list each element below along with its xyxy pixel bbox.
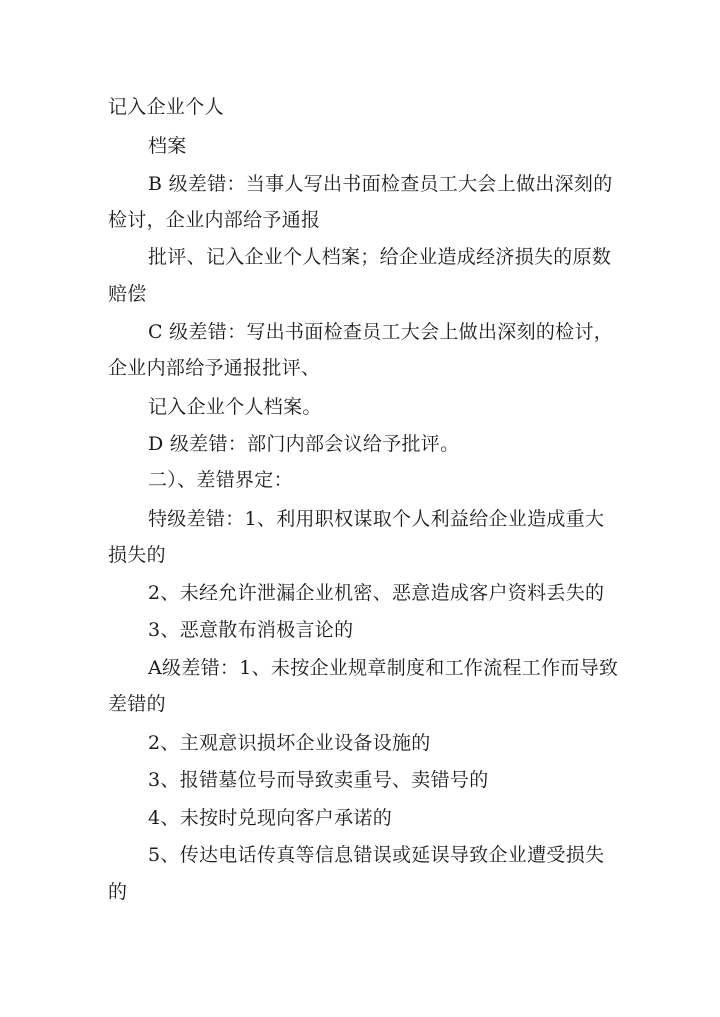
text-line: 企业内部给予通报批评、: [108, 357, 321, 379]
text-line: 3、恶意散布消极言论的: [148, 619, 354, 641]
text-line: 3、报错墓位号而导致卖重号、卖错号的: [148, 769, 489, 791]
text-line: 5、传达电话传真等信息错误或延误导致企业遭受损失: [148, 844, 605, 866]
text-line: 的: [108, 881, 128, 903]
text-line: 4、未按时兑现向客户承诺的: [148, 807, 392, 829]
text-line: D 级差错：部门内部会议给予批评。: [148, 433, 460, 455]
text-line: 2、未经允许泄漏企业机密、恶意造成客户资料丢失的: [148, 582, 605, 604]
text-line: 赔偿: [108, 283, 147, 305]
text-line: 差错的: [108, 693, 166, 715]
text-line: 二）、差错界定：: [148, 469, 293, 491]
text-line: 记入企业个人档案。: [148, 396, 322, 418]
text-line: 2、主观意识损坏企业设备设施的: [148, 732, 431, 754]
text-line: 损失的: [108, 544, 166, 566]
text-line: 批评、记入企业个人档案；给企业造成经济损失的原数: [148, 246, 612, 268]
text-line: 特级差错：1、利用职权谋取个人利益给企业造成重大: [148, 508, 605, 530]
text-line: B 级差错：当事人写出书面检查员工大会上做出深刻的: [148, 173, 613, 195]
text-line: 检讨，企业内部给予通报: [108, 209, 321, 231]
text-line: 档案: [148, 135, 187, 157]
text-line: C 级差错：写出书面检查员工大会上做出深刻的检讨，: [148, 321, 614, 343]
text-line: A级差错：1、未按企业规章制度和工作流程工作而导致: [148, 657, 619, 679]
text-line: 记入企业个人: [108, 96, 224, 118]
